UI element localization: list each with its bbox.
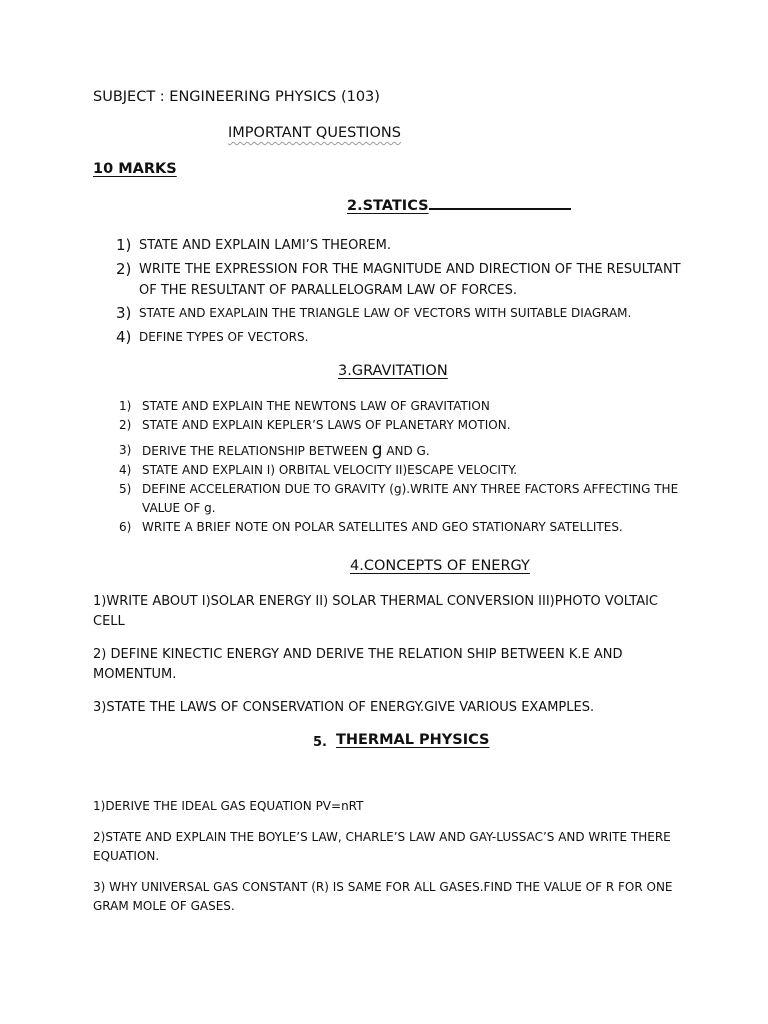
list-item-continuation: OF THE RESULTANT OF PARALLELOGRAM LAW OF FORCES. [139,283,517,298]
energy-question: 2) DEFINE KINECTIC ENERGY AND DERIVE THE RELATION SHIP BETWEEN K.E AND [93,647,623,662]
list-item: WRITE A BRIEF NOTE ON POLAR SATELLITES AND GEO STATIONARY SATELLITES. [142,520,623,534]
list-item: STATE AND EXPLAIN THE NEWTONS LAW OF GRAVITATION [142,399,490,413]
list-item: STATE AND EXAPLAIN THE TRIANGLE LAW OF VECTORS WITH SUITABLE DIAGRAM. [139,306,632,320]
energy-question: 3)STATE THE LAWS OF CONSERVATION OF ENERGY.GIVE VARIOUS EXAMPLES. [93,700,595,715]
section-heading-gravitation: 3.GRAVITATION [338,363,448,379]
thermal-question: 1)DERIVE THE IDEAL GAS EQUATION PV=nRT [93,799,364,813]
list-number: 4) [119,463,132,477]
subject-line: SUBJECT : ENGINEERING PHYSICS (103) [93,89,380,105]
list-item: DEFINE TYPES OF VECTORS. [139,330,309,344]
list-number: 2) [116,260,132,278]
thermal-question: 3) WHY UNIVERSAL GAS CONSTANT (R) IS SAME FOR ALL GASES.FIND THE VALUE OF R FOR ONE [93,880,673,894]
thermal-question: 2)STATE AND EXPLAIN THE BOYLE’S LAW, CHARLE’S LAW AND GAY-LUSSAC’S AND WRITE THERE [93,830,671,844]
list-item-text: DERIVE THE RELATIONSHIP BETWEEN [142,444,372,458]
list-number: 3) [116,304,132,322]
list-number: 1) [116,236,132,254]
list-number: 6) [119,520,132,534]
gravity-symbol: g [371,440,383,460]
statics-heading-text: 2.STATICS [347,198,429,214]
page-title: IMPORTANT QUESTIONS [228,125,401,141]
energy-question-continuation: MOMENTUM. [93,667,177,682]
list-number: 5) [119,482,132,496]
list-number: 1) [119,399,132,413]
section-number-thermal: 5. [313,735,327,750]
energy-question-continuation: CELL [93,614,125,629]
list-item: WRITE THE EXPRESSION FOR THE MAGNITUDE AND DIRECTION OF THE RESULTANT [139,262,681,277]
energy-question: 1)WRITE ABOUT I)SOLAR ENERGY II) SOLAR THERMAL CONVERSION III)PHOTO VOLTAIC [93,594,658,609]
list-item-text: AND G. [382,444,430,458]
list-item-continuation: VALUE OF g. [142,501,216,515]
list-number: 2) [119,418,132,432]
list-number: 3) [119,443,132,457]
list-item: DEFINE ACCELERATION DUE TO GRAVITY (g).WRITE ANY THREE FACTORS AFFECTING THE [142,482,679,496]
section-heading-thermal: THERMAL PHYSICS [336,732,490,748]
section-heading-statics [347,198,571,214]
thermal-question-continuation: GRAM MOLE OF GASES. [93,899,235,913]
list-number: 4) [116,328,132,346]
list-item: STATE AND EXPLAIN LAMI’S THEOREM. [139,238,391,253]
list-item: STATE AND EXPLAIN KEPLER’S LAWS OF PLANETARY MOTION. [142,418,511,432]
marks-heading: 10 MARKS [93,161,177,177]
thermal-question-continuation: EQUATION. [93,849,160,863]
heading-underline [429,208,571,210]
list-item [142,440,430,460]
list-item: STATE AND EXPLAIN I) ORBITAL VELOCITY II)ESCAPE VELOCITY. [142,463,518,477]
section-heading-energy: 4.CONCEPTS OF ENERGY [350,558,530,574]
